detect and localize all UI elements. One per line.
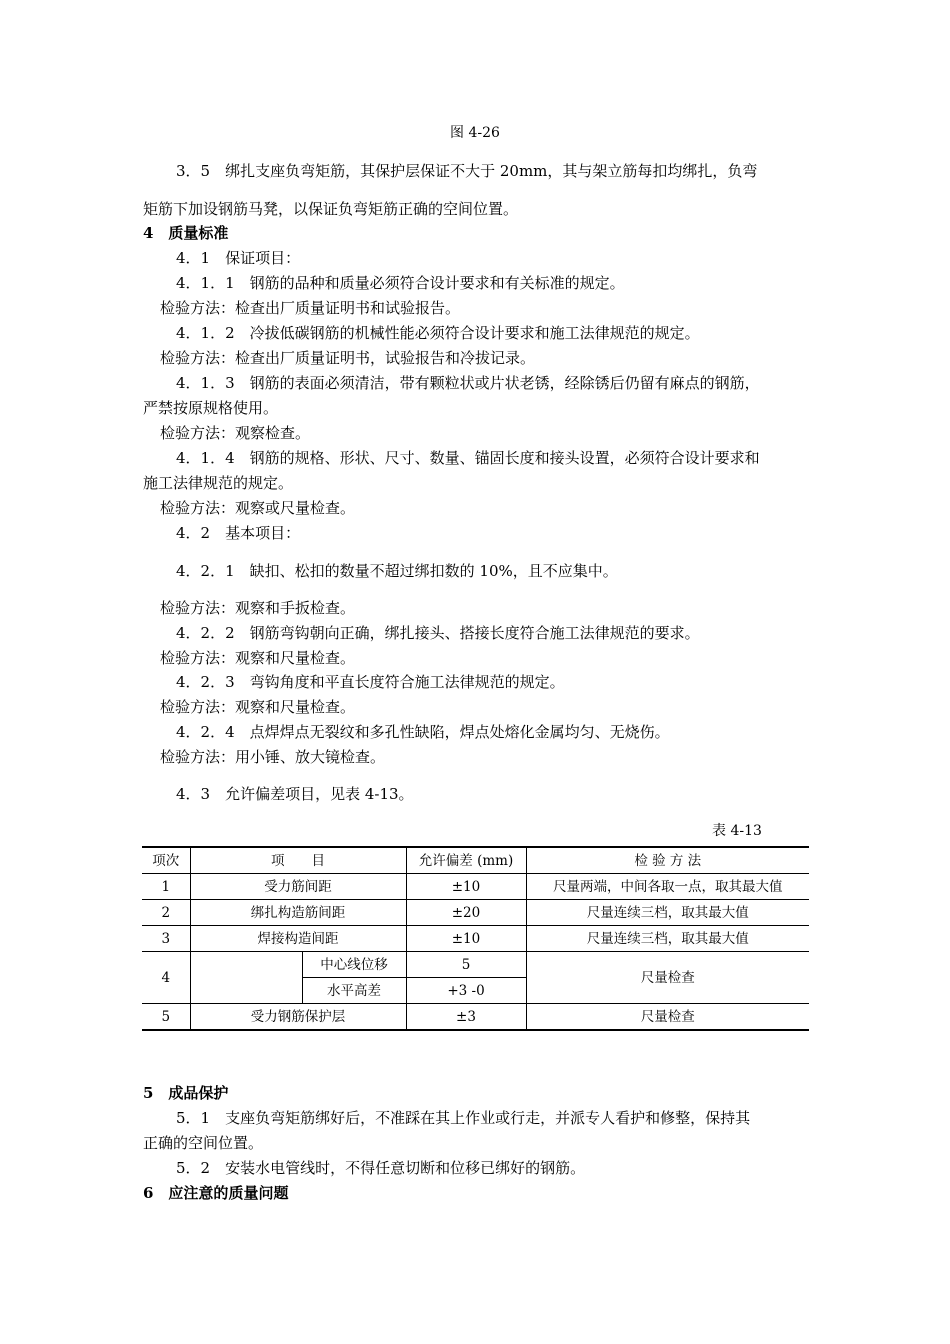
para-4-2-4: 4．2．4 点焊焊点无裂纹和多孔性缺陷，焊点处熔化金属均匀、无烧伤。 xyxy=(176,723,670,741)
table-row xyxy=(142,1004,809,1031)
para-4-3: 4．3 允许偏差项目，见表 4-13。 xyxy=(176,785,414,803)
para-4-2-3: 4．2．3 弯钩角度和平直长度符合施工法律规范的规定。 xyxy=(176,673,565,691)
table-cell: 中心线位移 xyxy=(302,952,406,978)
method-4-2-3: 检验方法：观察和尺量检查。 xyxy=(160,698,356,716)
table-cell: 3 xyxy=(142,926,190,952)
table-row xyxy=(142,952,809,978)
para-5-2: 5．2 安装水电管线时，不得任意切断和位移已绑好的钢筋。 xyxy=(176,1159,586,1177)
para-4-2-2: 4．2．2 钢筋弯钩朝向正确，绑扎接头、搭接长度符合施工法律规范的要求。 xyxy=(176,624,700,642)
method-4-1-1: 检验方法：检查出厂质量证明书和试验报告。 xyxy=(160,299,461,317)
table-cell: 尺量检查 xyxy=(526,952,809,1004)
table-cell-empty xyxy=(190,952,302,1004)
figure-caption: 图 4-26 xyxy=(450,125,500,141)
section-heading-6: 6 应注意的质量问题 xyxy=(143,1184,289,1202)
table-cell: 受力钢筋保护层 xyxy=(190,1004,406,1031)
table-cell: 尺量两端，中间各取一点，取其最大值 xyxy=(526,874,809,900)
table-cell: 尺量连续三档，取其最大值 xyxy=(526,900,809,926)
table-cell: 受力筋间距 xyxy=(190,874,406,900)
table-row xyxy=(142,926,809,952)
table-cell: 焊接构造间距 xyxy=(190,926,406,952)
method-4-1-2: 检验方法：检查出厂质量证明书，试验报告和冷拔记录。 xyxy=(160,349,536,367)
table-cell: 尺量连续三档，取其最大值 xyxy=(526,926,809,952)
method-4-2-2: 检验方法：观察和尺量检查。 xyxy=(160,649,356,667)
section-heading-4: 4 质量标准 xyxy=(143,224,229,242)
para-3-5-line2: 矩筋下加设钢筋马凳，以保证负弯矩筋正确的空间位置。 xyxy=(143,200,519,218)
para-4-2-1: 4．2．1 缺扣、松扣的数量不超过绑扣数的 10%，且不应集中。 xyxy=(176,562,618,580)
table-cell: 水平高差 xyxy=(302,978,406,1004)
para-3-5-line1: 3．5 绑扎支座负弯矩筋，其保护层保证不大于 20mm，其与架立筋每扣均绑扎，负弯 xyxy=(176,162,758,180)
para-4-1-4-line2: 施工法律规范的规定。 xyxy=(143,474,294,492)
header-cell: 允许偏差 (mm) xyxy=(406,847,526,874)
table-cell: ±10 xyxy=(406,926,526,952)
table-cell: 5 xyxy=(142,1004,190,1031)
table-row xyxy=(142,900,809,926)
table-row xyxy=(142,874,809,900)
para-4-2: 4．2 基本项目： xyxy=(176,524,301,542)
table-cell: 2 xyxy=(142,900,190,926)
table-cell: 绑扎构造筋间距 xyxy=(190,900,406,926)
para-4-1-2: 4．1．2 冷拔低碳钢筋的机械性能必须符合设计要求和施工法律规范的规定。 xyxy=(176,324,700,342)
table-cell: +3 -0 xyxy=(406,978,526,1004)
method-4-1-4: 检验方法：观察或尺量检查。 xyxy=(160,499,356,517)
para-4-1-4-line1: 4．1．4 钢筋的规格、形状、尺寸、数量、锚固长度和接头设置，必须符合设计要求和 xyxy=(176,449,760,467)
header-cell: 项 目 xyxy=(190,847,406,874)
tolerance-table xyxy=(142,846,809,1031)
table-header-row xyxy=(142,847,809,874)
section-heading-5: 5 成品保护 xyxy=(143,1084,229,1102)
method-4-1-3: 检验方法：观察检查。 xyxy=(160,424,311,442)
table-cell: ±10 xyxy=(406,874,526,900)
table-caption: 表 4-13 xyxy=(712,823,762,839)
method-4-2-1: 检验方法：观察和手扳检查。 xyxy=(160,599,356,617)
para-4-1-1: 4．1．1 钢筋的品种和质量必须符合设计要求和有关标准的规定。 xyxy=(176,274,625,292)
table-cell: ±3 xyxy=(406,1004,526,1031)
table-cell: 1 xyxy=(142,874,190,900)
para-4-1-3-line2: 严禁按原规格使用。 xyxy=(143,399,279,417)
table-cell: 4 xyxy=(142,952,190,1004)
para-4-1: 4．1 保证项目： xyxy=(176,249,301,267)
header-cell: 检 验 方 法 xyxy=(526,847,809,874)
para-5-1-line2: 正确的空间位置。 xyxy=(143,1134,264,1152)
table-cell: ±20 xyxy=(406,900,526,926)
para-4-1-3-line1: 4．1．3 钢筋的表面必须清洁，带有颗粒状或片状老锈，经除锈后仍留有麻点的钢筋， xyxy=(176,374,760,392)
para-5-1-line1: 5．1 支座负弯矩筋绑好后，不准踩在其上作业或行走，并派专人看护和修整，保持其 xyxy=(176,1109,751,1127)
table-cell: 5 xyxy=(406,952,526,978)
table-cell: 尺量检查 xyxy=(526,1004,809,1031)
method-4-2-4: 检验方法：用小锤、放大镜检查。 xyxy=(160,748,386,766)
header-cell: 项次 xyxy=(142,847,190,874)
